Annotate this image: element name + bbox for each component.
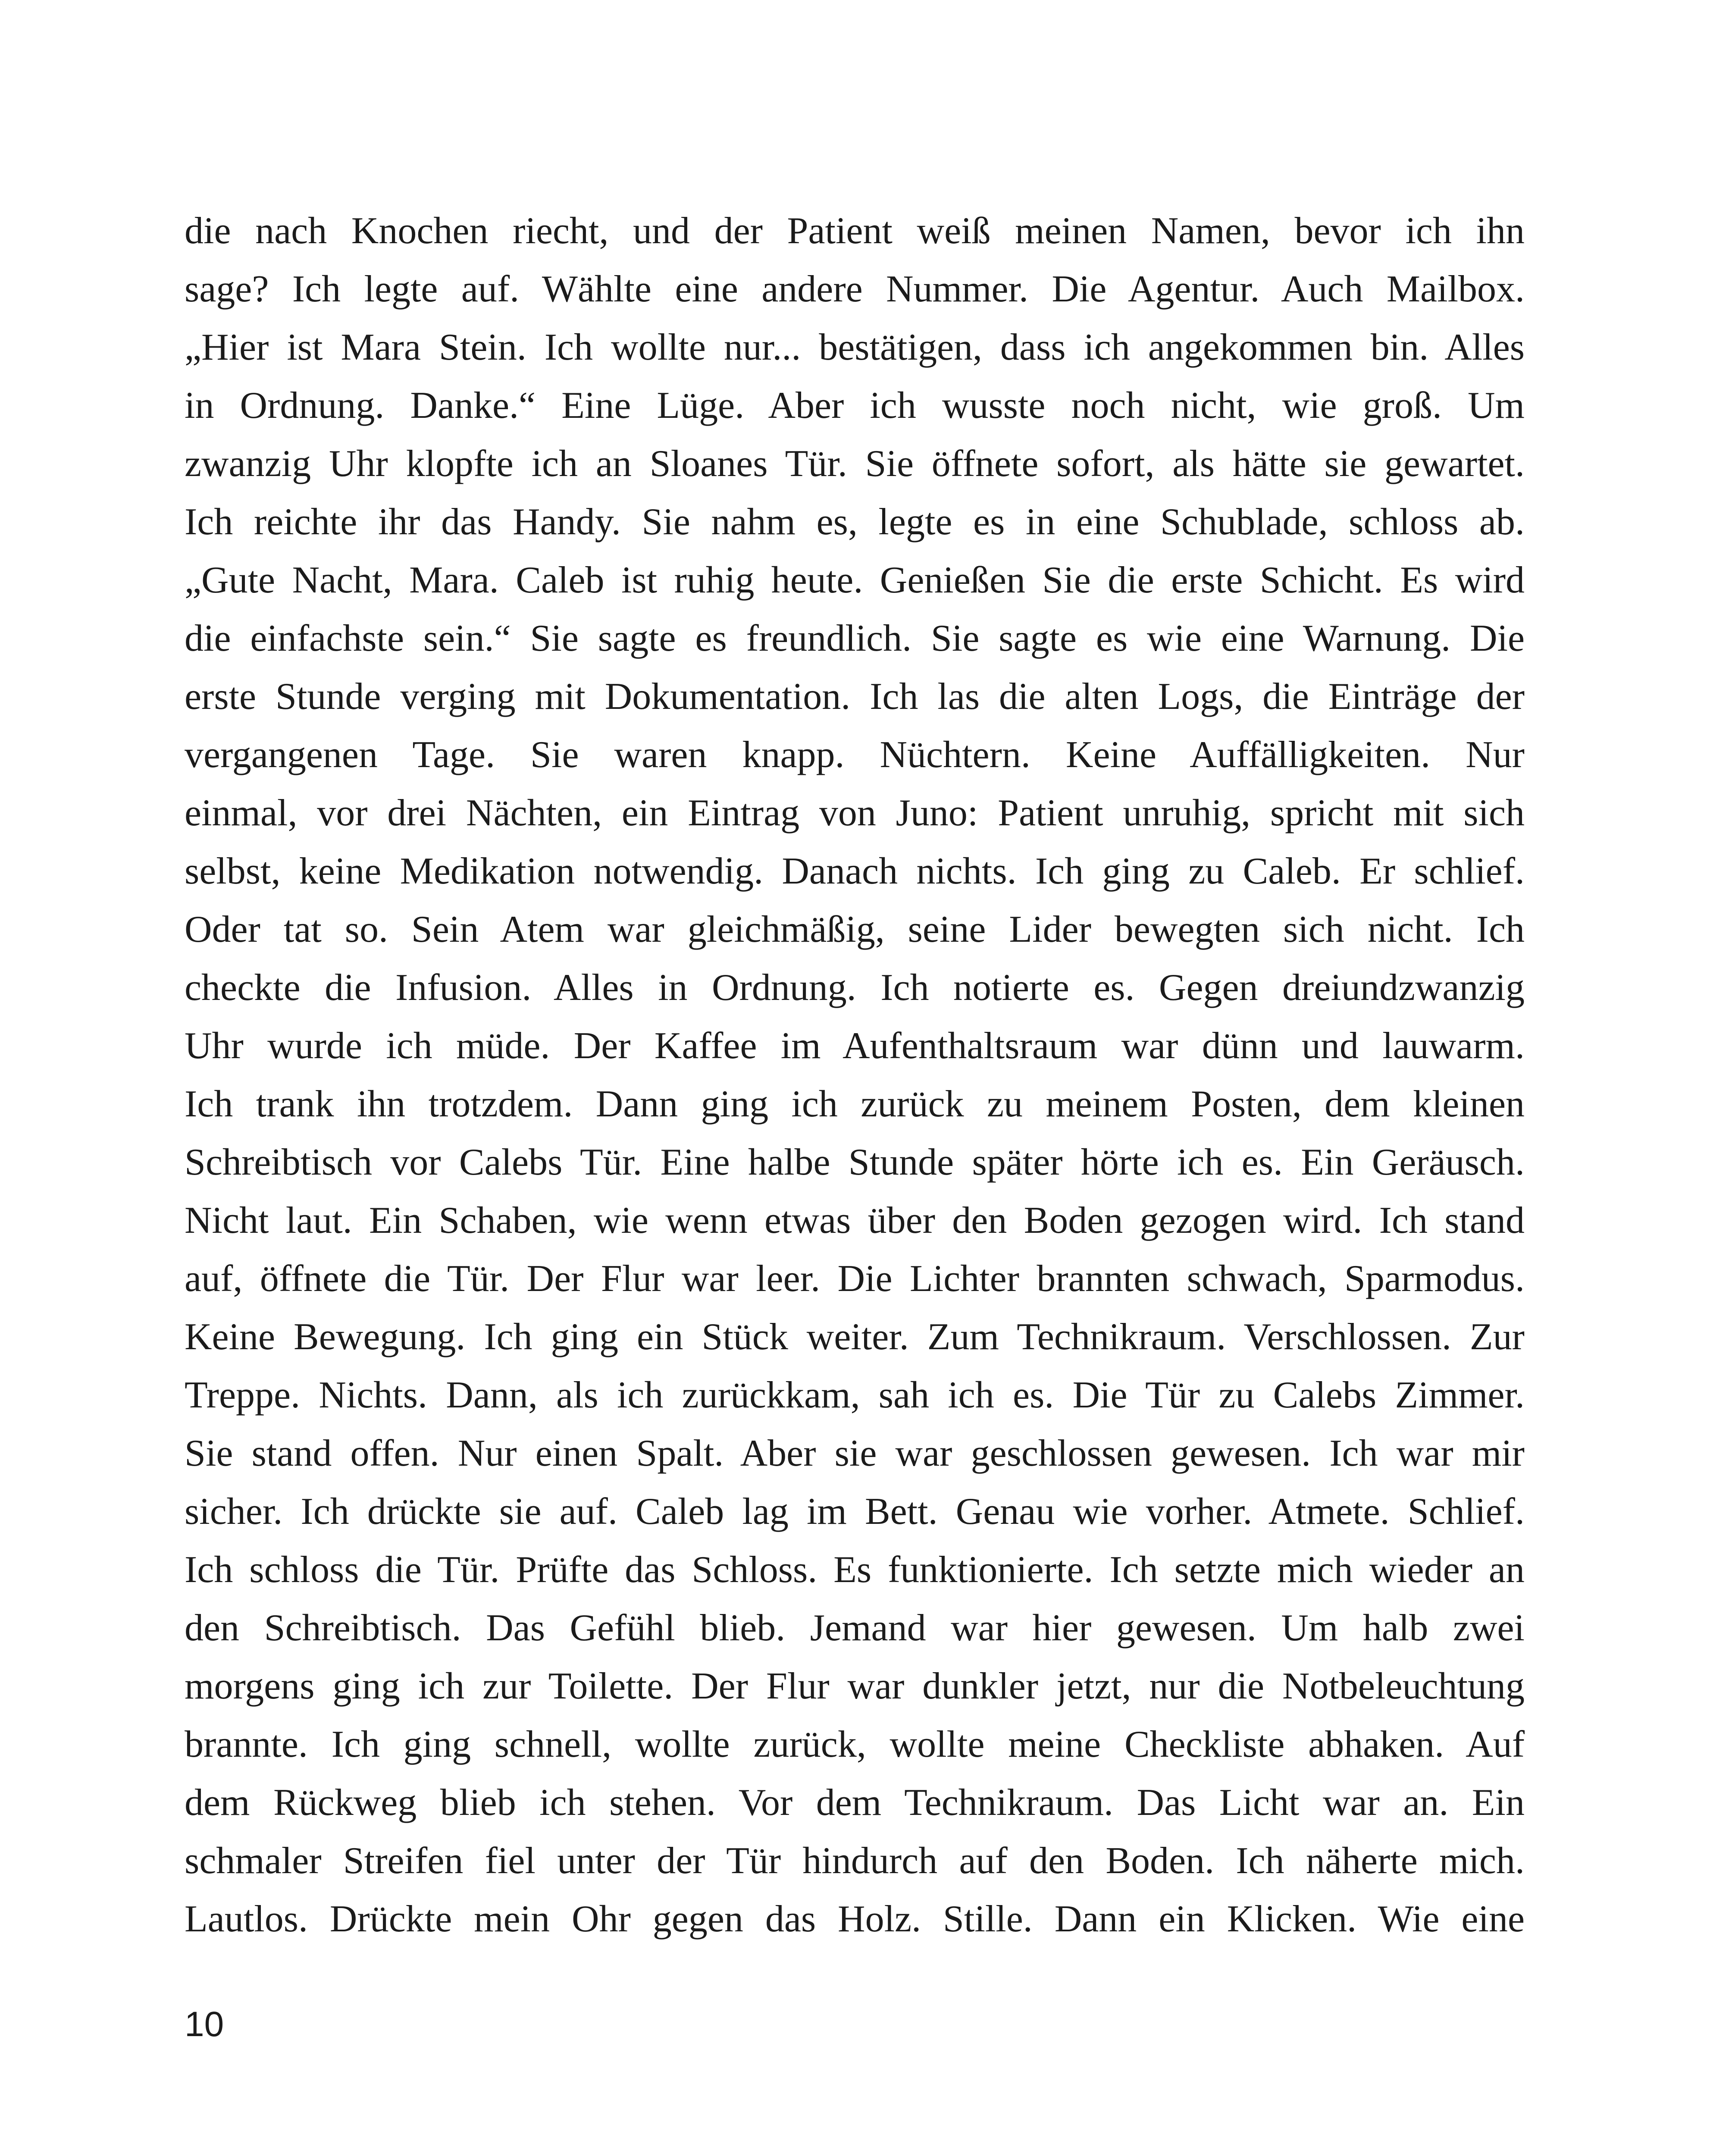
text-line: schmaler Streifen fiel unter der Tür hindurch auf den Boden. Ich näherte mich. (185, 1840, 1525, 1882)
text-line: „Gute Nacht, Mara. Caleb ist ruhig heute. Genießen Sie die erste Schicht. Es wird (185, 559, 1525, 601)
text-line: „Hier ist Mara Stein. Ich wollte nur... bestätigen, dass ich angekommen bin. Alles (185, 326, 1525, 368)
text-line: sage? Ich legte auf. Wählte eine andere Nummer. Die Agentur. Auch Mailbox. (185, 268, 1525, 310)
page-number: 10 (185, 2005, 224, 2044)
text-line: selbst, keine Medikation notwendig. Danach nichts. Ich ging zu Caleb. Er schlief. (185, 850, 1525, 892)
text-line: sicher. Ich drückte sie auf. Caleb lag im Bett. Genau wie vorher. Atmete. Schlief. (185, 1491, 1525, 1532)
text-line: vergangenen Tage. Sie waren knapp. Nüchtern. Keine Auffälligkeiten. Nur (185, 734, 1525, 776)
text-line: checkte die Infusion. Alles in Ordnung. Ich notierte es. Gegen dreiundzwanzig (185, 967, 1525, 1009)
text-line: Ich trank ihn trotzdem. Dann ging ich zurück zu meinem Posten, dem kleinen (185, 1083, 1525, 1125)
text-line: den Schreibtisch. Das Gefühl blieb. Jemand war hier gewesen. Um halb zwei (185, 1607, 1525, 1649)
text-line: Keine Bewegung. Ich ging ein Stück weiter. Zum Technikraum. Verschlossen. Zur (185, 1316, 1525, 1358)
text-line: die nach Knochen riecht, und der Patient weiß meinen Namen, bevor ich ihn (185, 210, 1525, 252)
text-line: Treppe. Nichts. Dann, als ich zurückkam, sah ich es. Die Tür zu Calebs Zimmer. (185, 1374, 1525, 1416)
text-line: brannte. Ich ging schnell, wollte zurück, wollte meine Checkliste abhaken. Auf (185, 1724, 1525, 1765)
text-line: Sie stand offen. Nur einen Spalt. Aber sie war geschlossen gewesen. Ich war mir (185, 1432, 1525, 1474)
text-line: erste Stunde verging mit Dokumentation. Ich las die alten Logs, die Einträge der (185, 676, 1525, 718)
text-line: Lautlos. Drückte mein Ohr gegen das Holz. Stille. Dann ein Klicken. Wie eine (185, 1898, 1525, 1940)
text-line: Ich schloss die Tür. Prüfte das Schloss. Es funktionierte. Ich setzte mich wieder an (185, 1549, 1525, 1591)
text-line: Schreibtisch vor Calebs Tür. Eine halbe Stunde später hörte ich es. Ein Geräusch. (185, 1141, 1525, 1183)
text-line: Nicht laut. Ein Schaben, wie wenn etwas über den Boden gezogen wird. Ich stand (185, 1200, 1525, 1241)
text-line: morgens ging ich zur Toilette. Der Flur war dunkler jetzt, nur die Notbeleuchtung (185, 1665, 1525, 1707)
body-text (185, 202, 1525, 1948)
text-line: Oder tat so. Sein Atem war gleichmäßig, seine Lider bewegten sich nicht. Ich (185, 909, 1525, 950)
text-line: Ich reichte ihr das Handy. Sie nahm es, legte es in eine Schublade, schloss ab. (185, 501, 1525, 543)
text-line: dem Rückweg blieb ich stehen. Vor dem Technikraum. Das Licht war an. Ein (185, 1782, 1525, 1824)
text-line: Uhr wurde ich müde. Der Kaffee im Aufenthaltsraum war dünn und lauwarm. (185, 1025, 1525, 1067)
text-line: die einfachste sein.“ Sie sagte es freundlich. Sie sagte es wie eine Warnung. Die (185, 617, 1525, 659)
text-line: zwanzig Uhr klopfte ich an Sloanes Tür. Sie öffnete sofort, als hätte sie gewartet. (185, 443, 1525, 485)
text-line: in Ordnung. Danke.“ Eine Lüge. Aber ich wusste noch nicht, wie groß. Um (185, 385, 1525, 426)
text-line: auf, öffnete die Tür. Der Flur war leer. Die Lichter brannten schwach, Sparmodus. (185, 1258, 1525, 1300)
text-line: einmal, vor drei Nächten, ein Eintrag von Juno: Patient unruhig, spricht mit sich (185, 792, 1525, 834)
